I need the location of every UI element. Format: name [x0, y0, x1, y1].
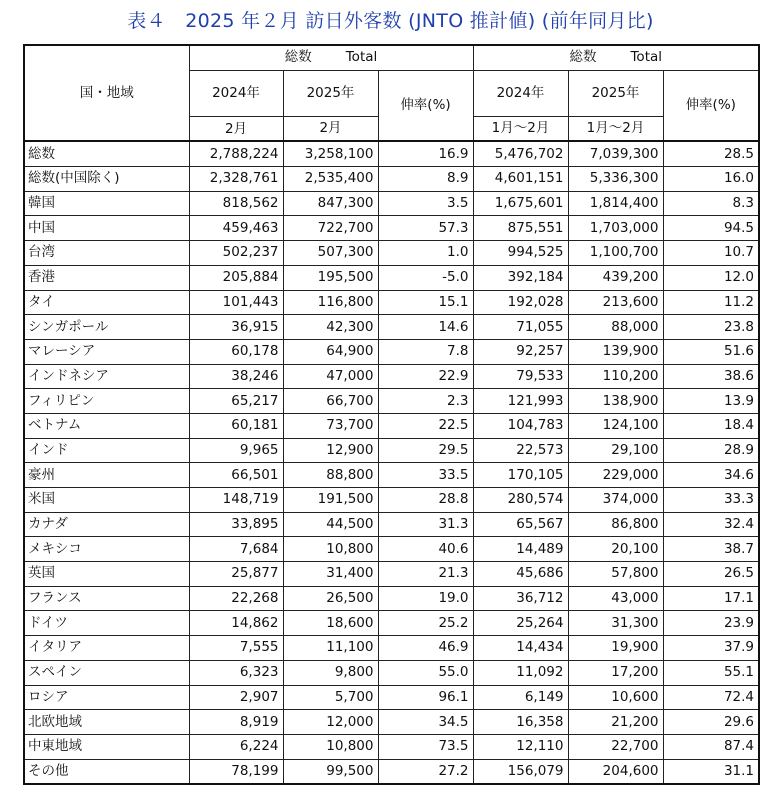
janfeb-growth-header: 伸率(%)	[663, 70, 759, 141]
region-name: 英国	[24, 562, 189, 587]
feb-growth-value: 33.5	[378, 463, 473, 488]
janfeb-2024-value: 392,184	[473, 265, 568, 290]
feb-growth-value: 16.9	[378, 141, 473, 166]
table-row	[24, 364, 759, 389]
janfeb-2024-value: 36,712	[473, 586, 568, 611]
feb-2024-value: 22,268	[189, 586, 283, 611]
region-name: ロシア	[24, 685, 189, 710]
janfeb-2025-value: 1,703,000	[568, 216, 663, 241]
feb-2025-value: 88,800	[283, 463, 378, 488]
feb-2024-period: 2月	[189, 116, 283, 141]
feb-2025-value: 12,900	[283, 438, 378, 463]
feb-2025-value: 31,400	[283, 562, 378, 587]
janfeb-2025-value: 86,800	[568, 512, 663, 537]
janfeb-growth-value: 55.1	[663, 660, 759, 685]
janfeb-2025-value: 374,000	[568, 488, 663, 513]
feb-2025-header: 2025年	[283, 70, 378, 116]
janfeb-2025-value: 1,814,400	[568, 191, 663, 216]
feb-total-label: 総数	[284, 49, 312, 66]
janfeb-growth-value: 26.5	[663, 562, 759, 587]
feb-growth-value: 2.3	[378, 389, 473, 414]
feb-2025-value: 47,000	[283, 364, 378, 389]
janfeb-2025-value: 229,000	[568, 463, 663, 488]
janfeb-2025-value: 439,200	[568, 265, 663, 290]
region-name: シンガポール	[24, 315, 189, 340]
feb-growth-value: 19.0	[378, 586, 473, 611]
feb-2024-value: 101,443	[189, 290, 283, 315]
feb-2025-value: 722,700	[283, 216, 378, 241]
feb-growth-value: 7.8	[378, 339, 473, 364]
janfeb-growth-value: 87.4	[663, 734, 759, 759]
janfeb-growth-value: 32.4	[663, 512, 759, 537]
janfeb-growth-value: 72.4	[663, 685, 759, 710]
janfeb-growth-value: 51.6	[663, 339, 759, 364]
feb-2024-value: 6,323	[189, 660, 283, 685]
feb-2025-value: 191,500	[283, 488, 378, 513]
janfeb-growth-value: 13.9	[663, 389, 759, 414]
janfeb-2025-value: 1,100,700	[568, 241, 663, 266]
feb-2025-value: 73,700	[283, 413, 378, 438]
janfeb-growth-value: 33.3	[663, 488, 759, 513]
feb-2025-value: 11,100	[283, 636, 378, 661]
feb-2024-value: 9,965	[189, 438, 283, 463]
feb-2024-value: 6,224	[189, 734, 283, 759]
feb-2025-value: 195,500	[283, 265, 378, 290]
janfeb-2024-value: 6,149	[473, 685, 568, 710]
feb-2024-value: 65,217	[189, 389, 283, 414]
janfeb-2024-value: 14,434	[473, 636, 568, 661]
janfeb-2024-value: 16,358	[473, 710, 568, 735]
table-row	[24, 512, 759, 537]
table-row	[24, 438, 759, 463]
header-row-total	[24, 45, 759, 70]
janfeb-2024-value: 25,264	[473, 611, 568, 636]
janfeb-2024-value: 79,533	[473, 364, 568, 389]
feb-growth-value: 31.3	[378, 512, 473, 537]
janfeb-2025-value: 20,100	[568, 537, 663, 562]
table-row	[24, 586, 759, 611]
janfeb-growth-value: 29.6	[663, 710, 759, 735]
janfeb-2025-value: 7,039,300	[568, 141, 663, 166]
janfeb-2024-value: 994,525	[473, 241, 568, 266]
table-row	[24, 141, 759, 166]
feb-2025-value: 44,500	[283, 512, 378, 537]
janfeb-2024-value: 280,574	[473, 488, 568, 513]
table-row	[24, 734, 759, 759]
region-name: フィリピン	[24, 389, 189, 414]
feb-2025-value: 5,700	[283, 685, 378, 710]
janfeb-growth-value: 16.0	[663, 167, 759, 192]
janfeb-2025-value: 204,600	[568, 759, 663, 784]
region-name: その他	[24, 759, 189, 784]
feb-2025-value: 10,800	[283, 734, 378, 759]
janfeb-2024-value: 170,105	[473, 463, 568, 488]
visitor-stats-table	[23, 44, 760, 785]
region-name: 米国	[24, 488, 189, 513]
region-name: 北欧地域	[24, 710, 189, 735]
janfeb-2025-value: 110,200	[568, 364, 663, 389]
region-name: 香港	[24, 265, 189, 290]
table-row	[24, 463, 759, 488]
table-row	[24, 290, 759, 315]
janfeb-2024-value: 156,079	[473, 759, 568, 784]
region-name: フランス	[24, 586, 189, 611]
feb-2025-value: 64,900	[283, 339, 378, 364]
janfeb-2024-value: 875,551	[473, 216, 568, 241]
feb-2024-value: 60,178	[189, 339, 283, 364]
janfeb-growth-value: 8.3	[663, 191, 759, 216]
feb-2024-value: 502,237	[189, 241, 283, 266]
feb-2025-period: 2月	[283, 116, 378, 141]
region-name: インドネシア	[24, 364, 189, 389]
feb-2025-value: 847,300	[283, 191, 378, 216]
region-name: マレーシア	[24, 339, 189, 364]
janfeb-2024-value: 92,257	[473, 339, 568, 364]
region-name: ベトナム	[24, 413, 189, 438]
janfeb-2024-value: 12,110	[473, 734, 568, 759]
feb-growth-value: 40.6	[378, 537, 473, 562]
janfeb-2025-value: 138,900	[568, 389, 663, 414]
janfeb-2024-value: 22,573	[473, 438, 568, 463]
region-name: 韓国	[24, 191, 189, 216]
feb-2024-value: 148,719	[189, 488, 283, 513]
janfeb-2025-value: 124,100	[568, 413, 663, 438]
janfeb-growth-value: 17.1	[663, 586, 759, 611]
page-title: 表４ 2025 年２月 訪日外客数 (JNTO 推計値) (前年同月比)	[127, 10, 654, 32]
feb-growth-value: 1.0	[378, 241, 473, 266]
janfeb-2024-value: 4,601,151	[473, 167, 568, 192]
region-name: メキシコ	[24, 537, 189, 562]
janfeb-total-label: 総数	[569, 49, 597, 66]
feb-2024-value: 459,463	[189, 216, 283, 241]
feb-2025-value: 9,800	[283, 660, 378, 685]
janfeb-growth-value: 10.7	[663, 241, 759, 266]
feb-2025-value: 507,300	[283, 241, 378, 266]
janfeb-2024-value: 71,055	[473, 315, 568, 340]
feb-2025-value: 2,535,400	[283, 167, 378, 192]
table-row	[24, 611, 759, 636]
feb-growth-value: 57.3	[378, 216, 473, 241]
feb-2025-value: 66,700	[283, 389, 378, 414]
region-name: 総数	[24, 141, 189, 166]
janfeb-growth-value: 94.5	[663, 216, 759, 241]
feb-growth-value: 46.9	[378, 636, 473, 661]
table-row	[24, 339, 759, 364]
janfeb-2024-value: 121,993	[473, 389, 568, 414]
janfeb-2025-value: 31,300	[568, 611, 663, 636]
feb-2024-value: 2,907	[189, 685, 283, 710]
janfeb-growth-value: 12.0	[663, 265, 759, 290]
region-header: 国・地域	[24, 45, 189, 141]
feb-2024-value: 14,862	[189, 611, 283, 636]
feb-2025-value: 10,800	[283, 537, 378, 562]
feb-growth-value: 22.5	[378, 413, 473, 438]
janfeb-growth-value: 23.9	[663, 611, 759, 636]
feb-growth-value: 3.5	[378, 191, 473, 216]
feb-2024-header: 2024年	[189, 70, 283, 116]
table-row	[24, 759, 759, 784]
janfeb-2024-period: 1月～2月	[473, 116, 568, 141]
janfeb-2025-value: 10,600	[568, 685, 663, 710]
feb-growth-value: 22.9	[378, 364, 473, 389]
janfeb-growth-value: 31.1	[663, 759, 759, 784]
region-name: イタリア	[24, 636, 189, 661]
janfeb-2024-value: 45,686	[473, 562, 568, 587]
region-name: スペイン	[24, 660, 189, 685]
janfeb-2025-value: 21,200	[568, 710, 663, 735]
janfeb-growth-value: 28.9	[663, 438, 759, 463]
janfeb-growth-value: 38.6	[663, 364, 759, 389]
janfeb-growth-value: 28.5	[663, 141, 759, 166]
feb-total-header	[189, 45, 473, 70]
feb-2024-value: 818,562	[189, 191, 283, 216]
region-name: 豪州	[24, 463, 189, 488]
feb-growth-value: 21.3	[378, 562, 473, 587]
feb-2024-value: 38,246	[189, 364, 283, 389]
janfeb-2025-value: 17,200	[568, 660, 663, 685]
feb-growth-value: 8.9	[378, 167, 473, 192]
janfeb-2025-header: 2025年	[568, 70, 663, 116]
table-row	[24, 685, 759, 710]
feb-growth-value: 27.2	[378, 759, 473, 784]
table-row	[24, 660, 759, 685]
feb-2025-value: 18,600	[283, 611, 378, 636]
region-name: カナダ	[24, 512, 189, 537]
janfeb-2024-value: 1,675,601	[473, 191, 568, 216]
region-name: 総数(中国除く)	[24, 167, 189, 192]
feb-2024-value: 7,555	[189, 636, 283, 661]
feb-growth-value: -5.0	[378, 265, 473, 290]
table-row	[24, 241, 759, 266]
janfeb-2024-value: 14,489	[473, 537, 568, 562]
janfeb-2025-value: 57,800	[568, 562, 663, 587]
table-row	[24, 389, 759, 414]
janfeb-growth-value: 34.6	[663, 463, 759, 488]
feb-2024-value: 25,877	[189, 562, 283, 587]
feb-growth-value: 14.6	[378, 315, 473, 340]
feb-growth-value: 25.2	[378, 611, 473, 636]
janfeb-2024-value: 104,783	[473, 413, 568, 438]
feb-2024-value: 78,199	[189, 759, 283, 784]
feb-growth-header: 伸率(%)	[378, 70, 473, 141]
feb-growth-value: 29.5	[378, 438, 473, 463]
janfeb-total-header	[473, 45, 759, 70]
janfeb-2025-value: 22,700	[568, 734, 663, 759]
table-row	[24, 636, 759, 661]
table-row	[24, 488, 759, 513]
janfeb-2024-value: 11,092	[473, 660, 568, 685]
feb-growth-value: 28.8	[378, 488, 473, 513]
feb-2025-value: 12,000	[283, 710, 378, 735]
feb-2024-value: 2,328,761	[189, 167, 283, 192]
feb-growth-value: 55.0	[378, 660, 473, 685]
feb-2024-value: 36,915	[189, 315, 283, 340]
janfeb-2024-header: 2024年	[473, 70, 568, 116]
janfeb-growth-value: 18.4	[663, 413, 759, 438]
table-body	[24, 141, 759, 784]
region-name: タイ	[24, 290, 189, 315]
janfeb-2024-value: 192,028	[473, 290, 568, 315]
janfeb-2025-value: 139,900	[568, 339, 663, 364]
feb-growth-value: 34.5	[378, 710, 473, 735]
table-row	[24, 315, 759, 340]
feb-2024-value: 33,895	[189, 512, 283, 537]
janfeb-growth-value: 11.2	[663, 290, 759, 315]
feb-total-en: Total	[345, 49, 378, 66]
feb-2024-value: 60,181	[189, 413, 283, 438]
feb-growth-value: 15.1	[378, 290, 473, 315]
janfeb-2024-value: 5,476,702	[473, 141, 568, 166]
feb-2025-value: 26,500	[283, 586, 378, 611]
region-name: 中東地域	[24, 734, 189, 759]
feb-2025-value: 99,500	[283, 759, 378, 784]
feb-2024-value: 8,919	[189, 710, 283, 735]
janfeb-growth-value: 38.7	[663, 537, 759, 562]
table-row	[24, 537, 759, 562]
janfeb-growth-value: 37.9	[663, 636, 759, 661]
janfeb-2025-value: 29,100	[568, 438, 663, 463]
table-row	[24, 216, 759, 241]
table-row	[24, 562, 759, 587]
janfeb-2024-value: 65,567	[473, 512, 568, 537]
table-row	[24, 167, 759, 192]
region-name: 台湾	[24, 241, 189, 266]
feb-growth-value: 73.5	[378, 734, 473, 759]
janfeb-2025-period: 1月～2月	[568, 116, 663, 141]
region-name: ドイツ	[24, 611, 189, 636]
janfeb-2025-value: 43,000	[568, 586, 663, 611]
region-name: 中国	[24, 216, 189, 241]
table-row	[24, 265, 759, 290]
table-row	[24, 710, 759, 735]
janfeb-2025-value: 213,600	[568, 290, 663, 315]
feb-2024-value: 7,684	[189, 537, 283, 562]
table-row	[24, 413, 759, 438]
region-name: インド	[24, 438, 189, 463]
janfeb-2025-value: 88,000	[568, 315, 663, 340]
feb-2025-value: 3,258,100	[283, 141, 378, 166]
feb-2024-value: 205,884	[189, 265, 283, 290]
table-row	[24, 191, 759, 216]
feb-2024-value: 2,788,224	[189, 141, 283, 166]
feb-growth-value: 96.1	[378, 685, 473, 710]
janfeb-total-en: Total	[630, 49, 663, 66]
janfeb-2025-value: 5,336,300	[568, 167, 663, 192]
janfeb-growth-value: 23.8	[663, 315, 759, 340]
janfeb-2025-value: 19,900	[568, 636, 663, 661]
feb-2024-value: 66,501	[189, 463, 283, 488]
feb-2025-value: 116,800	[283, 290, 378, 315]
feb-2025-value: 42,300	[283, 315, 378, 340]
